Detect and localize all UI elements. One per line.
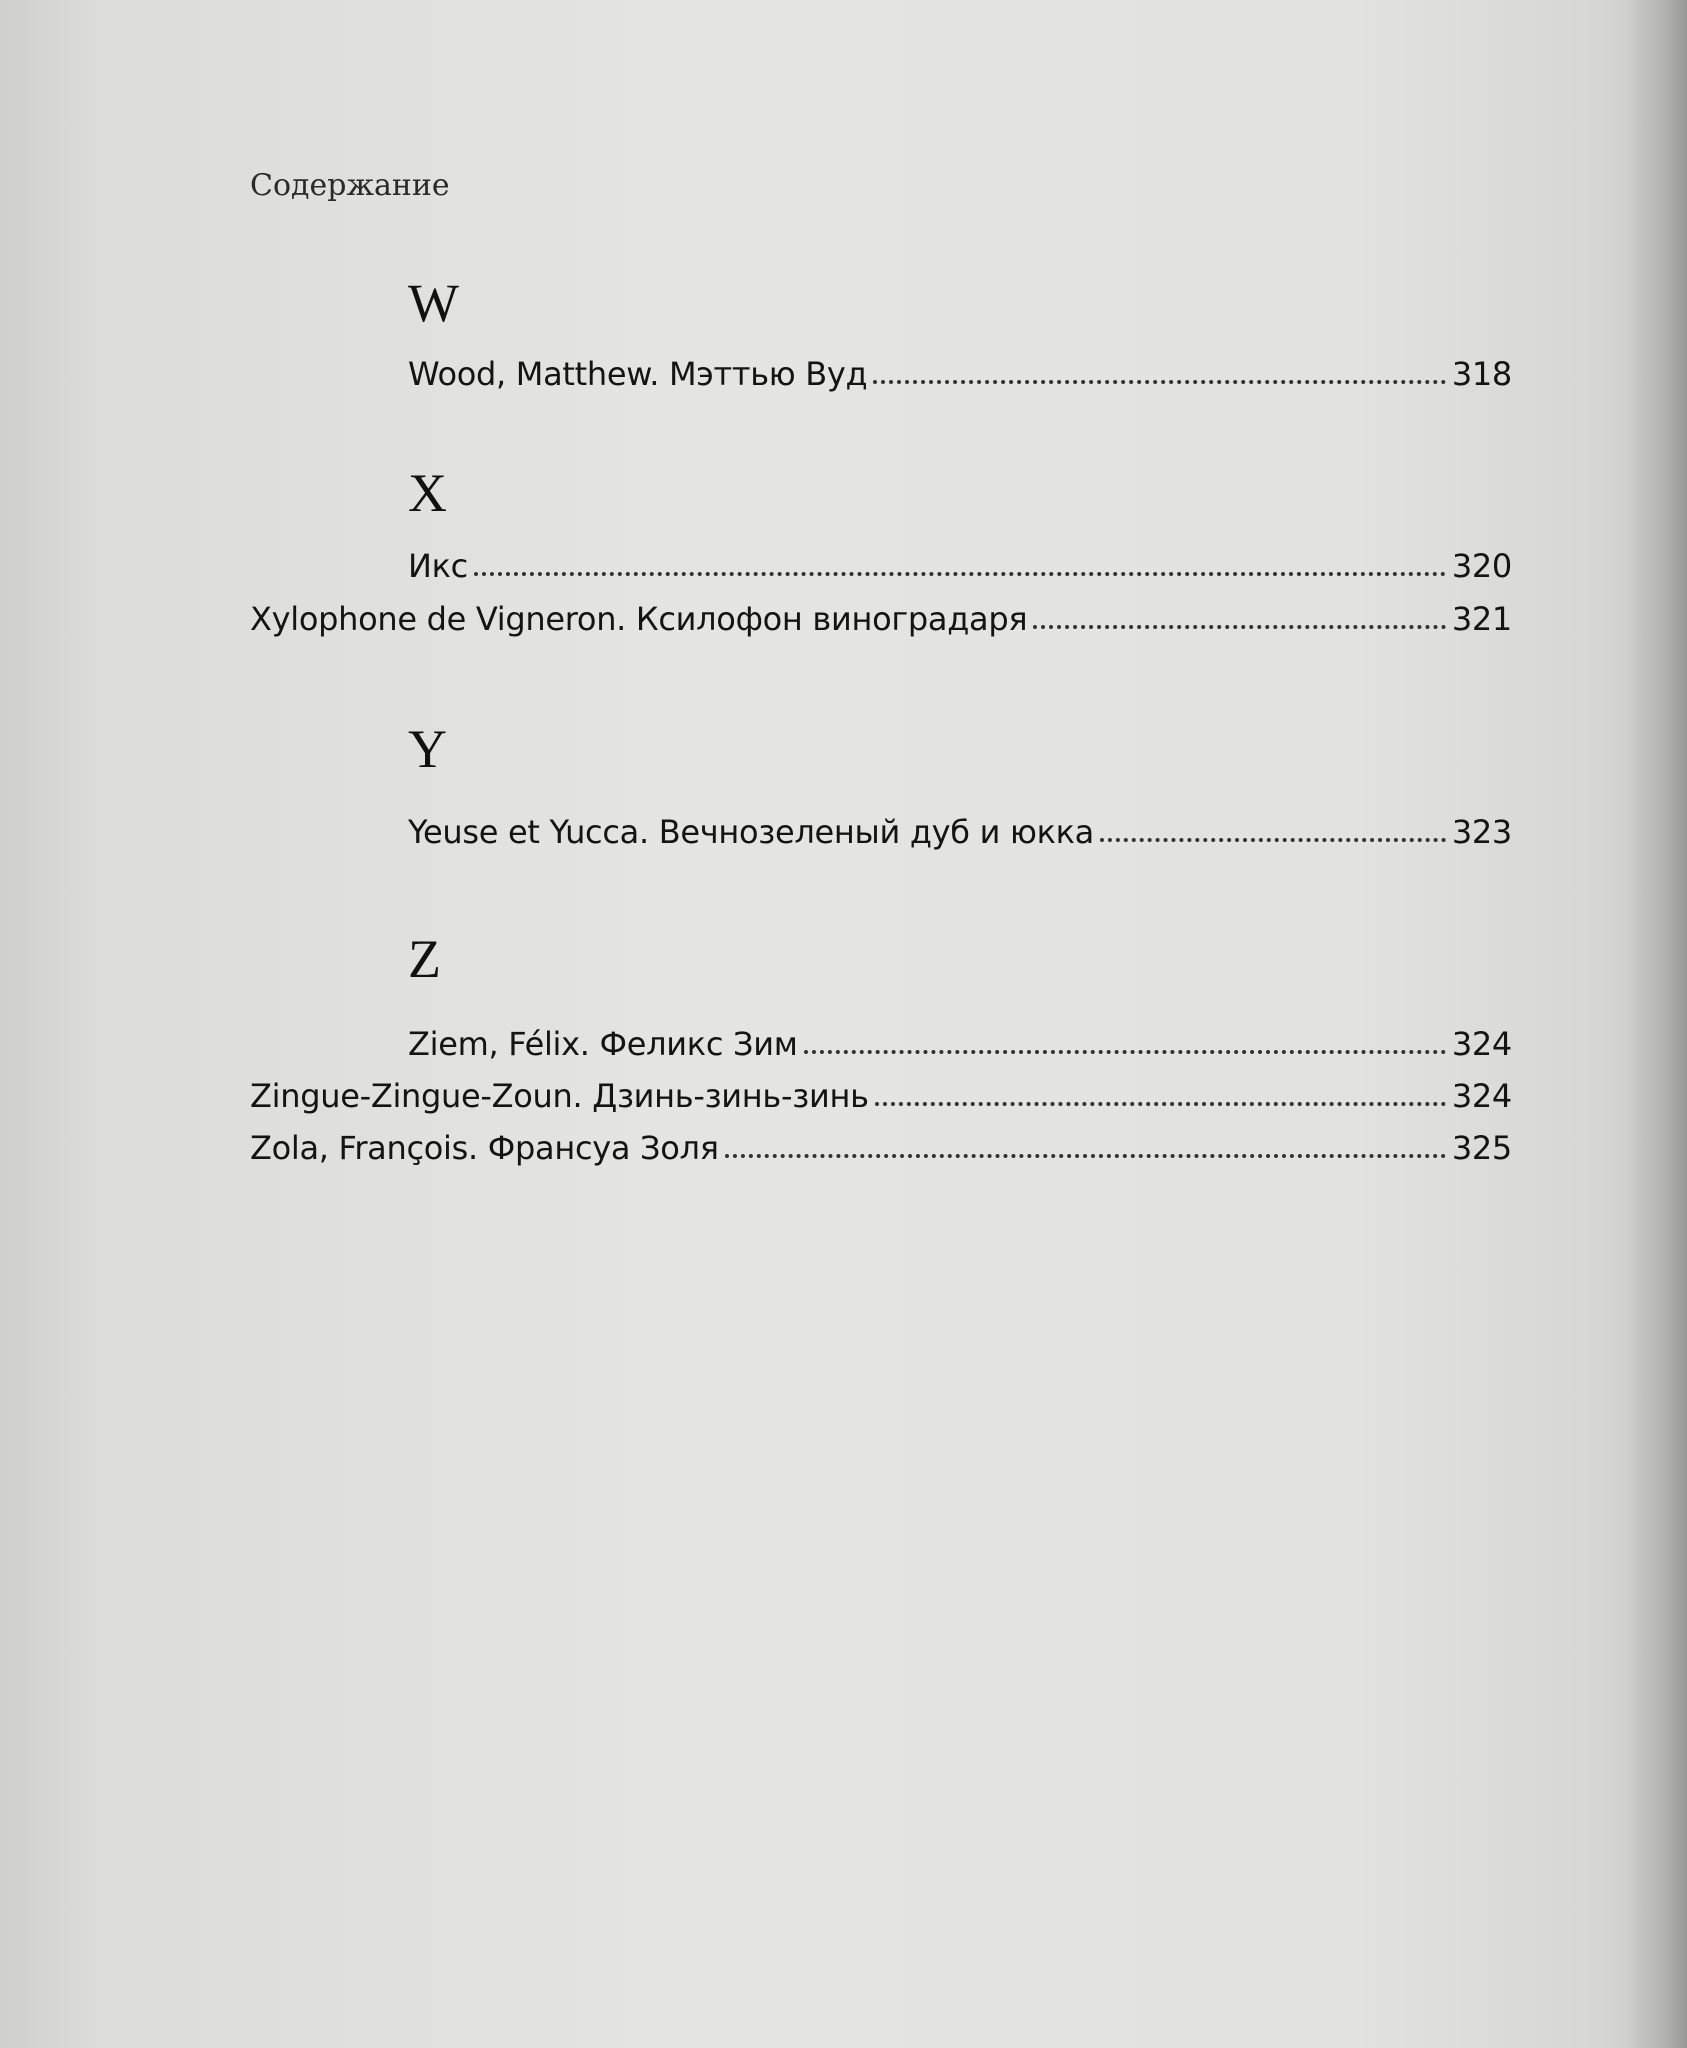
toc-entry-page: 318	[1451, 355, 1512, 393]
page-edge-shadow	[1627, 0, 1687, 2048]
toc-entry[interactable]	[408, 802, 1512, 851]
toc-entry-title: Икс	[408, 547, 468, 585]
toc-entry-page: 323	[1451, 813, 1512, 851]
section-letter-w: W	[408, 273, 459, 333]
toc-entry-title: Wood, Matthew. Мэттью Вуд	[408, 355, 868, 393]
toc-entry-title: Zola, François. Франсуа Золя	[250, 1129, 719, 1167]
dot-leader	[474, 572, 1446, 576]
toc-entry[interactable]	[408, 536, 1512, 585]
toc-entry[interactable]	[250, 1118, 1512, 1167]
toc-entry-page: 324	[1451, 1077, 1512, 1115]
dot-leader	[725, 1154, 1446, 1158]
section-letter-y: Y	[408, 719, 447, 779]
toc-entry-page: 325	[1451, 1129, 1512, 1167]
dot-leader	[875, 1102, 1446, 1106]
toc-entry-page: 324	[1451, 1025, 1512, 1063]
toc-entry-title: Xylophone de Vigneron. Ксилофон виноградаря	[250, 600, 1028, 638]
dot-leader	[804, 1050, 1446, 1054]
toc-entry-title: Yeuse et Yucca. Вечнозеленый дуб и юкка	[408, 813, 1094, 851]
toc-entry[interactable]	[408, 344, 1512, 393]
toc-entry-title: Ziem, Félix. Феликс Зим	[408, 1025, 798, 1063]
toc-entry[interactable]	[250, 589, 1512, 638]
section-letter-x: X	[408, 463, 447, 523]
dot-leader	[1033, 625, 1446, 629]
section-letter-z: Z	[408, 929, 441, 989]
toc-entry[interactable]	[250, 1066, 1512, 1115]
running-head: Содержание	[250, 168, 450, 203]
toc-entry-page: 321	[1451, 600, 1512, 638]
toc-entry[interactable]	[408, 1014, 1512, 1063]
toc-entry-title: Zingue-Zingue-Zoun. Дзинь-зинь-зинь	[250, 1077, 869, 1115]
dot-leader	[873, 380, 1445, 384]
dot-leader	[1100, 838, 1446, 842]
toc-entry-page: 320	[1451, 547, 1512, 585]
